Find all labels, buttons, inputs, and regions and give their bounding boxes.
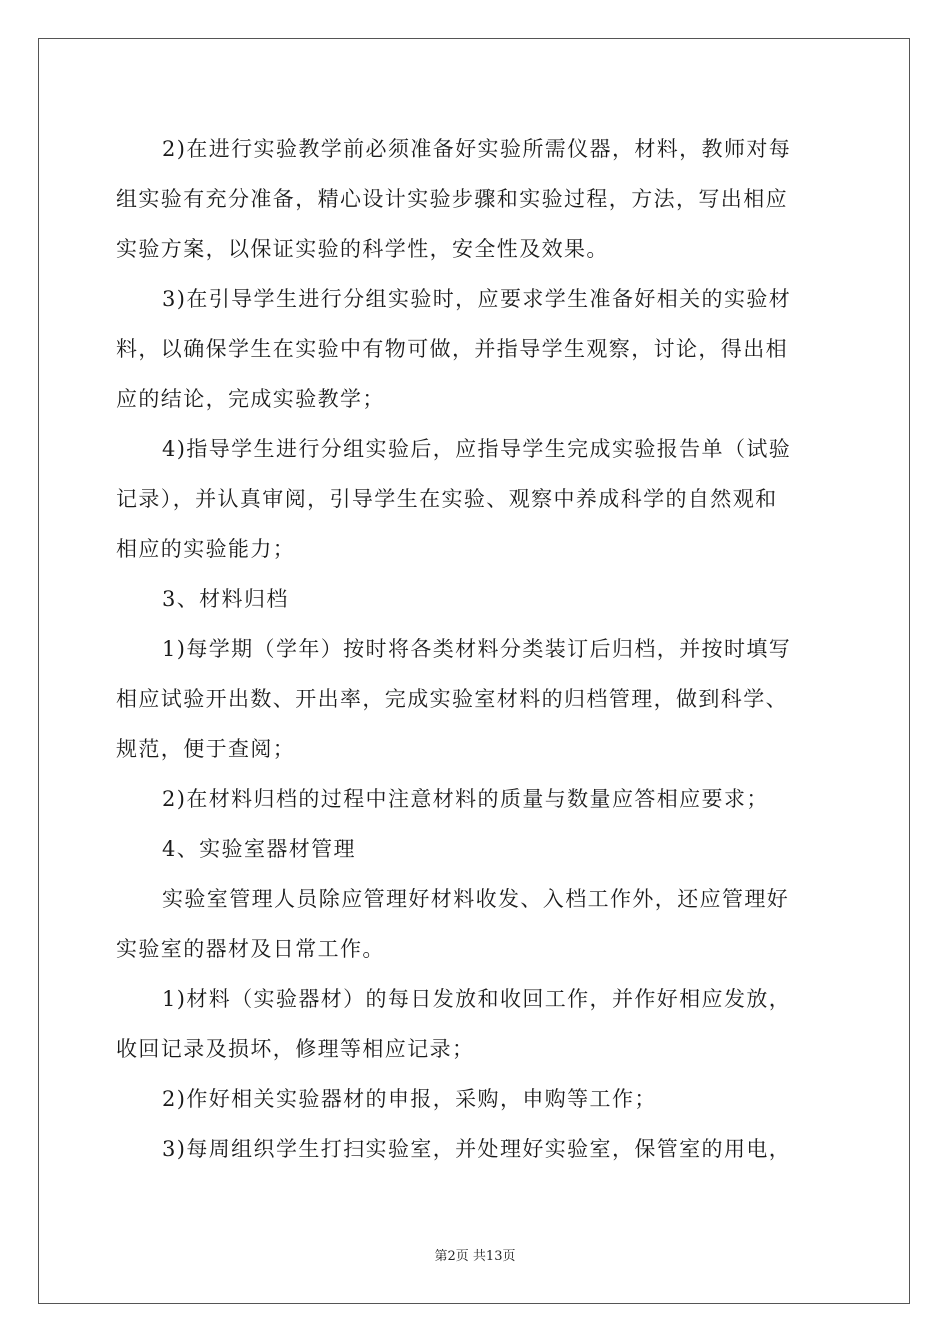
text-line: 2)作好相关实验器材的申报，采购，申购等工作； (162, 1087, 657, 1111)
text-line: 4)指导学生进行分组实验后，应指导学生完成实验报告单（试验 (162, 437, 792, 461)
text-line: 相应的实验能力； (116, 537, 296, 561)
section-heading: 4、实验室器材管理 (162, 837, 356, 861)
text-line: 实验室管理人员除应管理好材料收发、入档工作外，还应管理好 (162, 887, 790, 911)
text-line: 实验室的器材及日常工作。 (116, 937, 385, 961)
text-line: 组实验有充分准备，精心设计实验步骤和实验过程，方法，写出相应 (116, 187, 788, 211)
text-line: 1)每学期（学年）按时将各类材料分类装订后归档，并按时填写 (162, 637, 792, 661)
text-line: 记录），并认真审阅，引导学生在实验、观察中养成科学的自然观和 (116, 487, 778, 511)
text-line: 应的结论，完成实验教学； (116, 387, 385, 411)
text-line: 2)在材料归档的过程中注意材料的质量与数量应答相应要求； (162, 787, 769, 811)
text-line: 规范，便于查阅； (116, 737, 296, 761)
text-line: 1)材料（实验器材）的每日发放和收回工作，并作好相应发放， (162, 987, 792, 1011)
text-line: 3)在引导学生进行分组实验时，应要求学生准备好相关的实验材 (162, 287, 792, 311)
text-line: 实验方案，以保证实验的科学性，安全性及效果。 (116, 237, 609, 261)
text-line: 收回记录及损坏，修理等相应记录； (116, 1037, 475, 1061)
text-line: 2)在进行实验教学前必须准备好实验所需仪器，材料，教师对每 (162, 137, 792, 161)
text-line: 相应试验开出数、开出率，完成实验室材料的归档管理，做到科学、 (116, 687, 788, 711)
page-footer: 第2页 共13页 (434, 1249, 516, 1264)
text-line: 3)每周组织学生打扫实验室，并处理好实验室，保管室的用电， (162, 1137, 792, 1161)
section-heading: 3、材料归档 (162, 587, 289, 611)
text-line: 料，以确保学生在实验中有物可做，并指导学生观察，讨论，得出相 (116, 337, 788, 361)
